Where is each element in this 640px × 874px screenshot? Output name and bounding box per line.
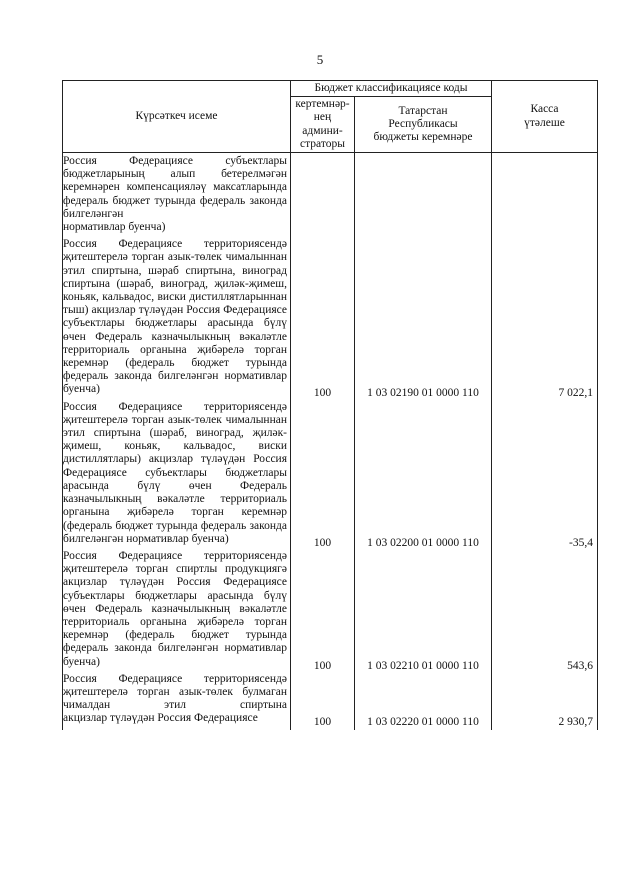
header-cash-execution [492, 81, 598, 153]
header-indicator-name: Күрсәткеч исеме [63, 81, 291, 153]
row-description-text: Россия Федерациясе субъектлары бюджетларының алып бетерелмәгән керемнәрен компенсацияләү максатларында федераль бюджет турында федераль законда билгеләнгән [63, 155, 287, 220]
row-code: 1 03 02210 01 0000 110 [355, 550, 492, 673]
row-description-text: Россия Федерациясе территориясендә җитештерелә торган азык-төлек булмаган чималдан этил спиртына [63, 672, 287, 712]
row-description-text: Россия Федерациясе территориясендә җитештерелә торган азык-төлек чималыннан этил спиртына, шәраб спиртына, виноград спиртына (шәраб, виноград, җиләк-җимеш, коньяк, кальвадос, виски дистиллятларыннан тыш) акцизлар түләүдән Россия Федерациясе субъектлары бюджетлары арасында бүлү өчен Федераль казначылыкның вәкаләтле территориаль органына җибәрелә торган керемнәр (федераль бюджет турында федераль законда билгеләнгән нормативлар [63, 238, 287, 383]
row-code: 1 03 02190 01 0000 110 [355, 238, 492, 400]
table-row [63, 153, 598, 239]
page-number: 5 [316, 52, 324, 67]
row-admin [291, 153, 355, 239]
row-description-last-line: буенча) [63, 383, 100, 396]
row-admin: 100 [291, 401, 355, 550]
table-row [63, 673, 598, 730]
row-amount: 2 930,7 [492, 673, 598, 730]
row-amount: 7 022,1 [492, 238, 598, 400]
header-code-text: Татарстан Республикасы бюджеты керемнәре [373, 104, 473, 144]
row-description [63, 238, 291, 400]
row-description-last-line: буенча) [63, 655, 100, 668]
row-description-text: Россия Федерациясе территориясендә җитештерелә торган спиртлы продукциягә акцизлар түләүдән Россия Федерациясе субъектлары бюджетлары арасында бүлү өчен Федераль казначылыкның вәкаләтле территориаль органына җибәрелә торган керемнәр (федераль бюджет турында федераль законда билгеләнгән нормативлар [63, 549, 287, 655]
row-description-text: Россия Федерациясе территориясендә җитештерелә торган азык-төлек чималыннан этил спиртына (шәраб, виноград, җиләк-җимеш, коньяк, кальвадос, виски дистиллятлары) акцизлар түләүдән Россия Федерациясе субъектлары бюджетлары арасында бүлү өчен Федераль казначылыкның вәкаләтле территориаль органына җибәрелә торган керемнәр (федераль бюджет турында федераль законда [63, 400, 287, 532]
row-description [63, 401, 291, 550]
budget-classification-table [62, 80, 598, 730]
header-amount-text: Касса үтәлеше [524, 103, 565, 129]
row-code [355, 153, 492, 239]
row-admin: 100 [291, 673, 355, 730]
header-admin-text: кертемнәр- нең админи- страторы [295, 98, 350, 150]
row-amount [492, 153, 598, 239]
header-revenue-code [355, 97, 492, 153]
row-amount: -35,4 [492, 401, 598, 550]
row-admin: 100 [291, 238, 355, 400]
header-revenue-administrator [291, 97, 355, 153]
header-budget-code-group: Бюджет классификациясе коды [291, 81, 492, 97]
row-admin: 100 [291, 550, 355, 673]
table-row [63, 401, 598, 550]
row-code: 1 03 02200 01 0000 110 [355, 401, 492, 550]
row-description-last-line: акцизлар түләүдән Россия Федерациясе [63, 712, 258, 725]
row-description-last-line: билгеләнгән нормативлар буенча) [63, 532, 229, 545]
row-description [63, 153, 291, 239]
row-description-last-line: нормативлар буенча) [63, 221, 166, 234]
row-description [63, 550, 291, 673]
table-row [63, 550, 598, 673]
row-description [63, 673, 291, 730]
row-amount: 543,6 [492, 550, 598, 673]
table-row [63, 238, 598, 400]
row-code: 1 03 02220 01 0000 110 [355, 673, 492, 730]
